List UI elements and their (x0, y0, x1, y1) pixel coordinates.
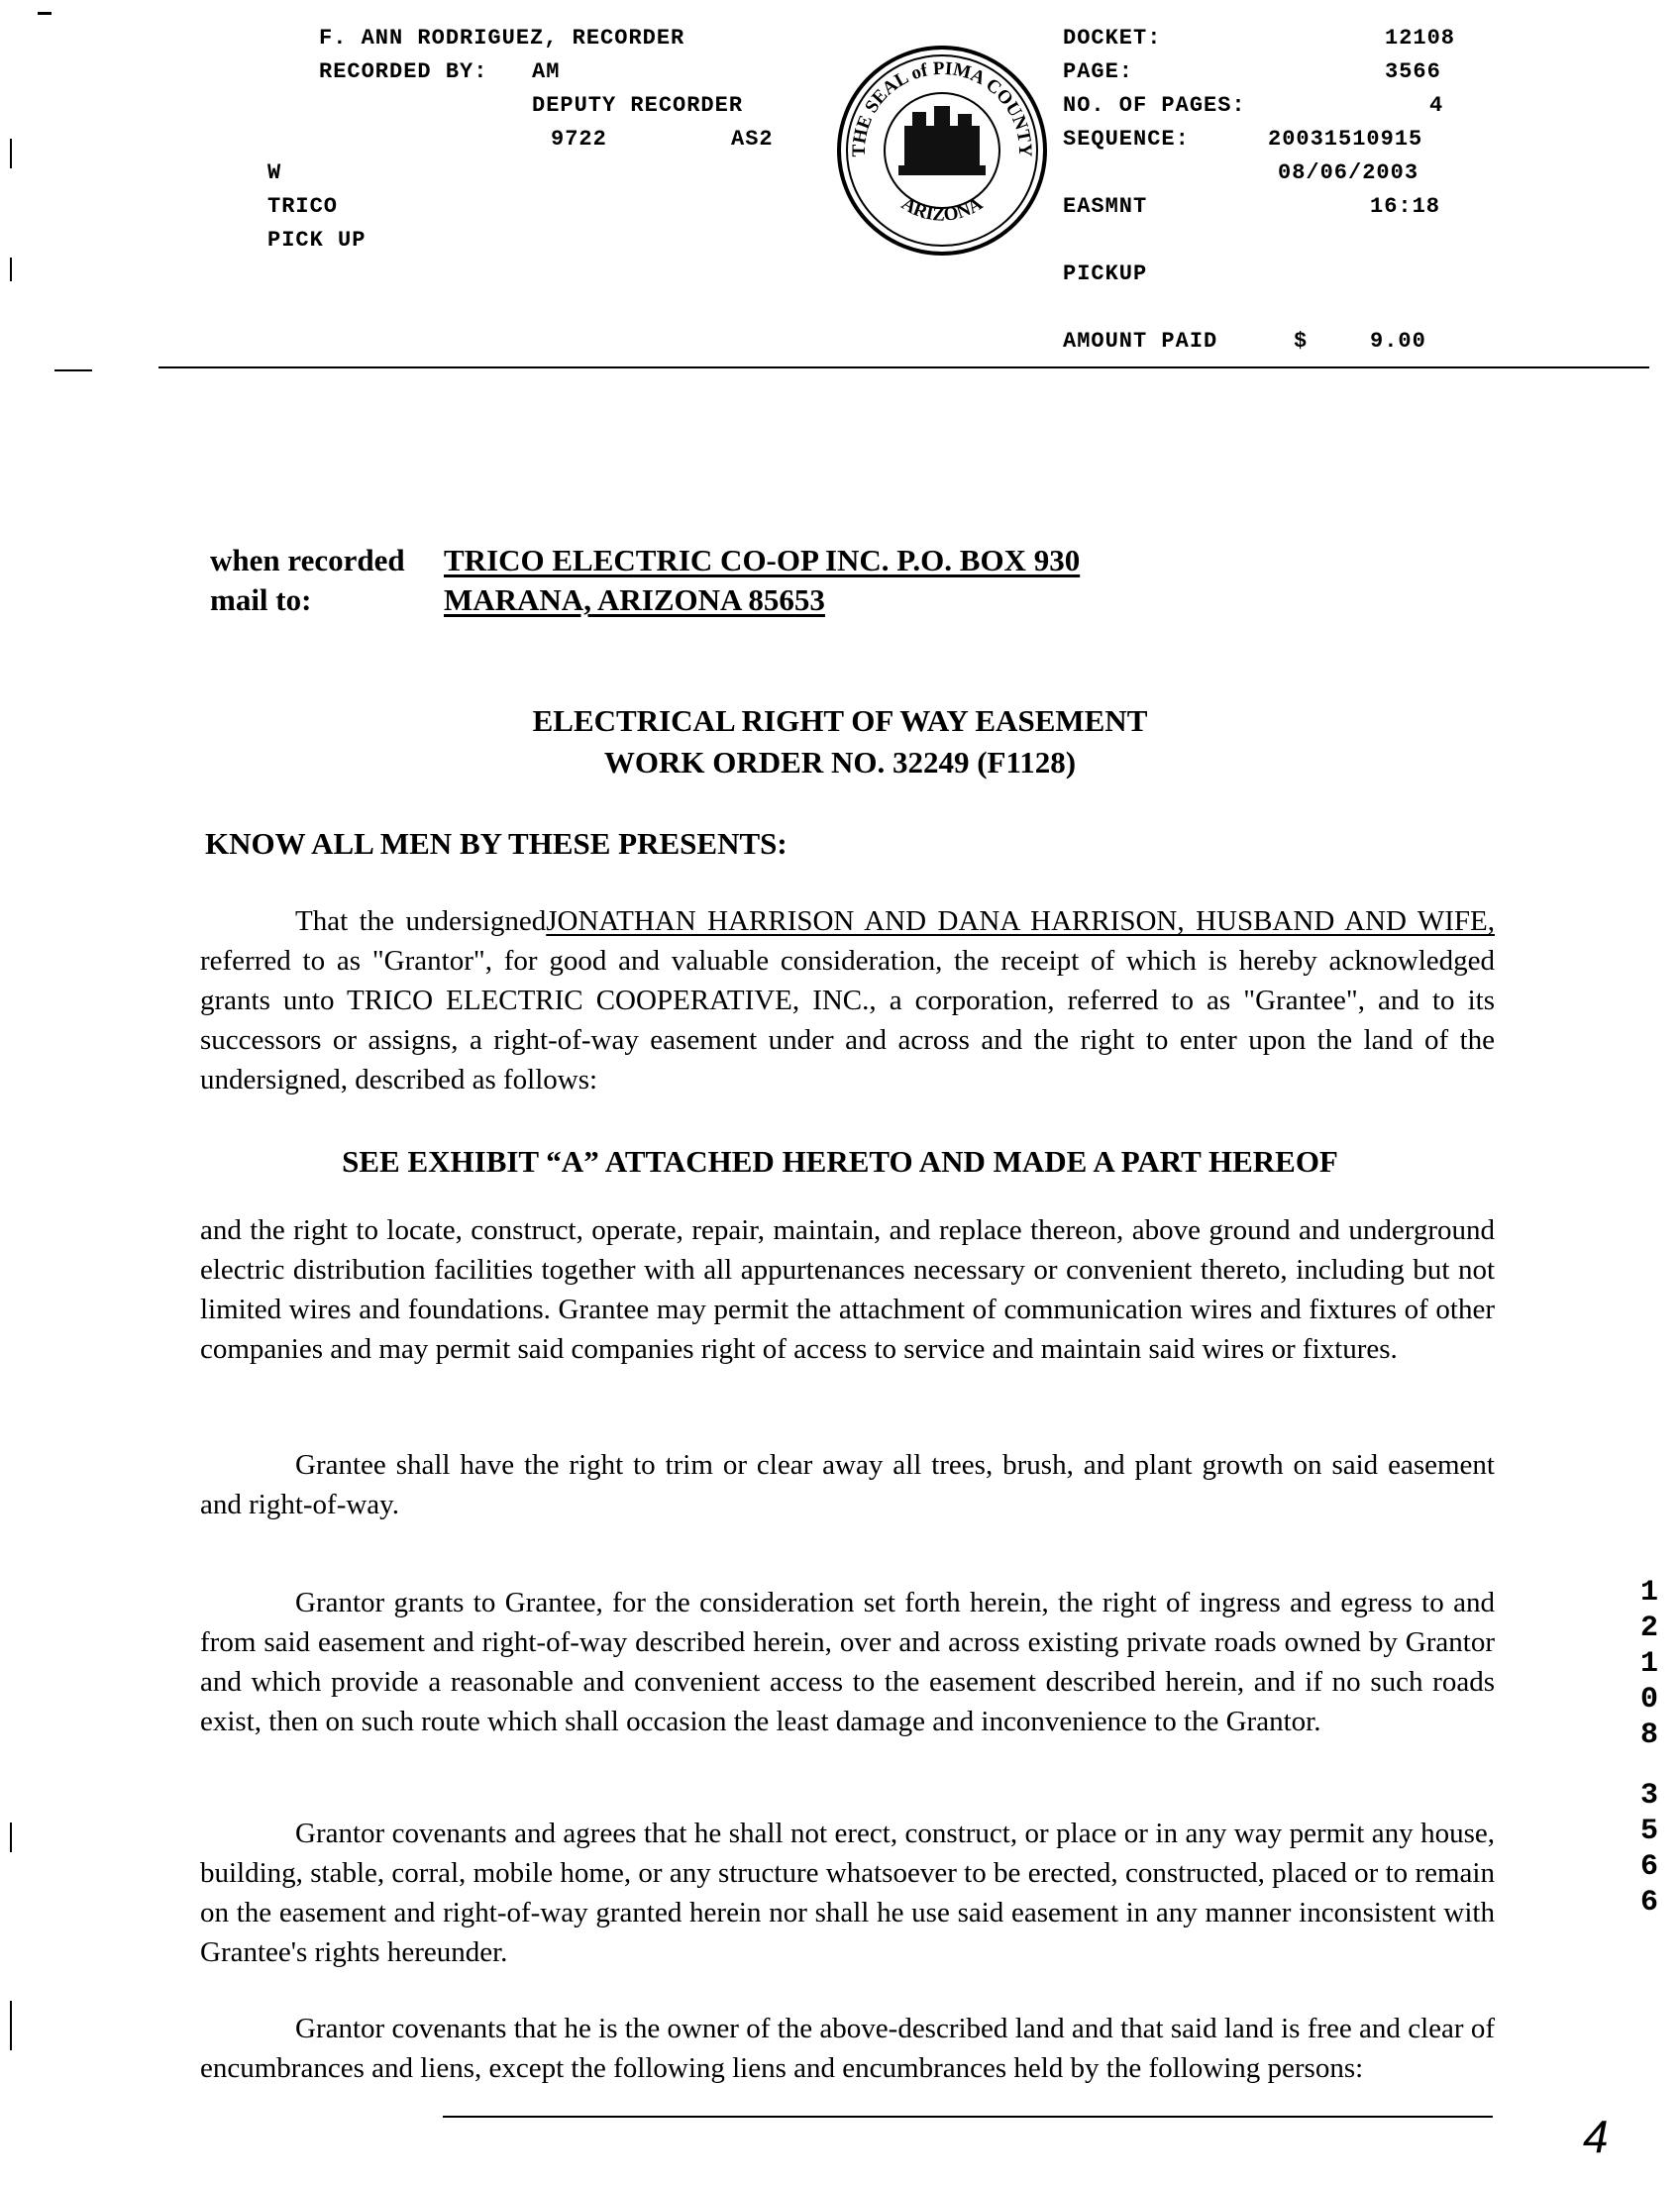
side-stamp-digit: 6 (1639, 1886, 1658, 1920)
grant-body: referred to as "Grantor", for good and valuable consideration, the receipt of which is hereby acknowledged grants unto TRICO ELECTRIC COOPERATIVE, INC., a corporation, referred to as "Grantee", and to its successors or assigns, a right-of-way easement under and across and the right to enter upon the land of the undersigned, described as follows: (200, 945, 1495, 1095)
side-stamp-docket (1634, 1575, 1664, 1753)
handwritten-page-number: 4 (1583, 2111, 1609, 2162)
header-rule (158, 366, 1649, 368)
scan-mark (10, 1822, 12, 1852)
side-stamp-digit: 8 (1639, 1718, 1658, 1752)
covenant-ownership-paragraph (200, 2009, 1495, 2088)
exhibit-reference: SEE EXHIBIT “A” ATTACHED HERETO AND MADE A PART HEREOF (342, 1144, 1338, 1179)
station-code: AS2 (731, 127, 774, 152)
pima-county-seal-icon (835, 45, 1050, 258)
recorded-time: 16:18 (1370, 194, 1441, 219)
covenant-ownership-text: Grantor covenants that he is the owner of the above-described land and that said land is free and clear of encumbrances and liens, except the following liens and encumbrances held by the following persons: (200, 2013, 1495, 2084)
docket-value: 12108 (1385, 26, 1456, 51)
scan-mark (38, 12, 52, 15)
trim-text: Grantee shall have the right to trim or clear away all trees, brush, and plant growth on said easement and right-of-way. (200, 1449, 1495, 1520)
side-stamp-digit: 5 (1639, 1815, 1658, 1848)
recorded-by-label: RECORDED BY: (319, 59, 488, 84)
recorder-name: F. ANN RODRIGUEZ, RECORDER (319, 26, 685, 51)
side-stamp-digit: 2 (1639, 1612, 1658, 1645)
side-stamp-digit: 6 (1639, 1850, 1658, 1884)
side-stamp-digit: 3 (1639, 1779, 1658, 1813)
recorded-date: 08/06/2003 (1278, 160, 1419, 185)
amount-paid-label: AMOUNT PAID (1063, 329, 1218, 354)
pages-label: NO. OF PAGES: (1063, 93, 1246, 118)
docket-label: DOCKET: (1063, 26, 1162, 51)
side-stamp-digit: 1 (1639, 1647, 1658, 1681)
scan-mark (54, 369, 92, 371)
scan-mark (10, 2001, 12, 2050)
page-label: PAGE: (1063, 59, 1134, 84)
ingress-paragraph (200, 1583, 1495, 1741)
pickup-label: PICKUP (1063, 261, 1148, 286)
ingress-text: Grantor grants to Grantee, for the consideration set forth herein, the right of ingress and egress to and from said easement and right-of-way described herein, over and across existing private roads owned by Grantor and which provide a reasonable and convenient access to the easement described herein, and if no such roads exist, then on such route which shall occasion the least damage and inconvenience to the Grantor. (200, 1587, 1495, 1737)
side-stamp-page (1634, 1778, 1664, 1921)
recorder-trico: TRICO (267, 194, 339, 219)
sequence-label: SEQUENCE: (1063, 127, 1190, 152)
mail-address-line-1: TRICO ELECTRIC CO-OP INC. P.O. BOX 930 (444, 543, 1081, 577)
deputy-recorder: DEPUTY RECORDER (532, 93, 744, 118)
scan-mark (10, 258, 12, 281)
mail-label-1: when recorded (210, 543, 405, 577)
sequence-value: 20031510915 (1268, 127, 1423, 152)
rights-paragraph: and the right to locate, construct, operate, repair, maintain, and replace thereon, above ground and underground electric distribution facilities together with all appurtenances necessary or convenient thereto, including but not limited wires and foundations. Grantee may permit the attachment of communication wires and fixtures of other companies and may permit said companies right of access to service and maintain said wires or fixtures. (200, 1214, 1495, 1365)
know-all-men-heading: KNOW ALL MEN BY THESE PRESENTS: (205, 826, 788, 861)
page-value: 3566 (1385, 59, 1441, 84)
covenant-structures-text: Grantor covenants and agrees that he shall not erect, construct, or place or in any way permit any house, building, stable, corral, mobile home, or any structure whatsoever to be erected, constructed, placed or to remain on the easement and right-of-way granted herein nor shall he use said easement in any manner inconsistent with Grantee's rights hereunder. (200, 1818, 1495, 1968)
trim-paragraph (200, 1445, 1495, 1524)
side-stamp-digit: 1 (1639, 1576, 1658, 1610)
work-order-number: WORK ORDER NO. 32249 (F1128) (603, 745, 1077, 780)
seal-text-bottom: ARIZONA (897, 193, 987, 226)
amount-currency: $ (1294, 329, 1309, 354)
grantor-names: JONATHAN HARRISON AND DANA HARRISON, HUSBAND AND WIFE, (546, 905, 1495, 937)
mail-address-line-2: MARANA, ARIZONA 85653 (444, 582, 825, 617)
scan-mark (10, 139, 12, 168)
station-number: 9722 (551, 127, 607, 152)
document-type: EASMNT (1063, 194, 1148, 219)
svg-text:ARIZONA (897, 193, 987, 226)
seal-text-top: THE SEAL of PIMA COUNTY (848, 57, 1036, 157)
lienholder-fill-line (443, 2116, 1493, 2118)
mail-label-2: mail to: (210, 582, 312, 617)
recorder-pick-up: PICK UP (267, 228, 367, 253)
pages-value: 4 (1429, 93, 1444, 118)
grant-paragraph (200, 901, 1495, 1099)
grant-intro: That the undersigned (295, 905, 547, 937)
document-title: ELECTRICAL RIGHT OF WAY EASEMENT (532, 703, 1148, 738)
side-stamp-digit: 0 (1639, 1683, 1658, 1717)
recorded-by-value: AM (532, 59, 561, 84)
recorder-w: W (267, 160, 282, 185)
covenant-structures-paragraph (200, 1814, 1495, 1972)
amount-paid-value: 9.00 (1370, 329, 1426, 354)
